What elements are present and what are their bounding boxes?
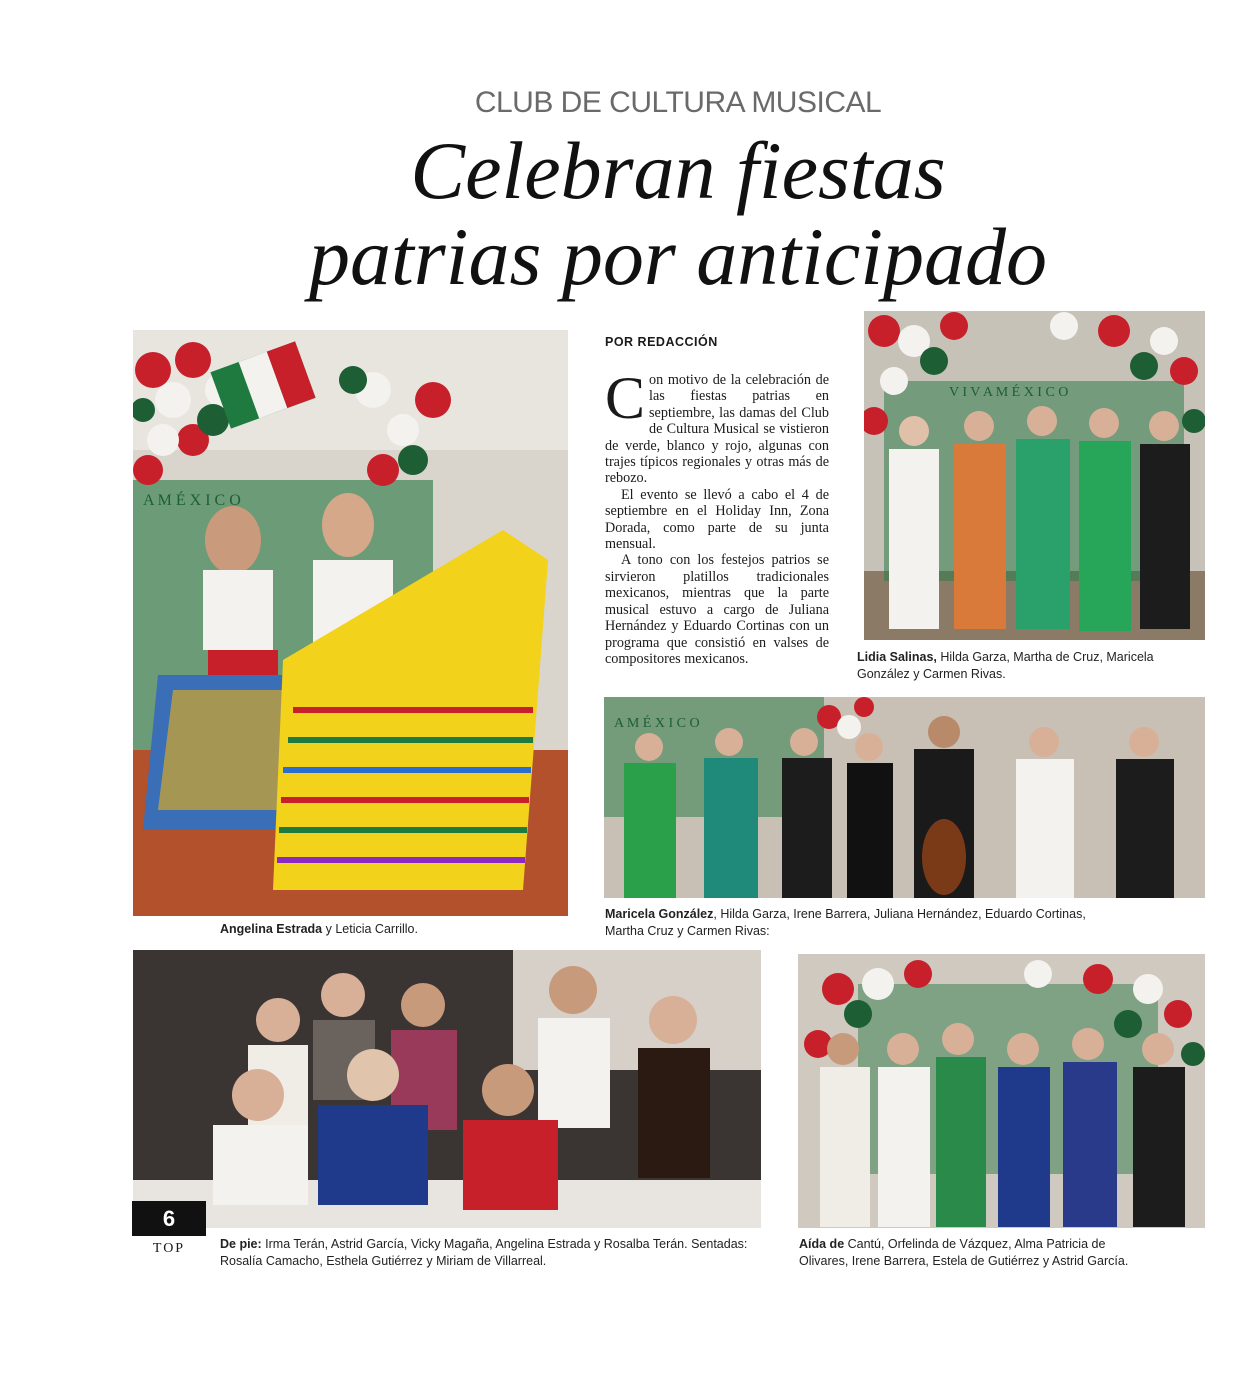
- caption-names-bold: Aída de: [799, 1237, 845, 1251]
- caption-text: , Hilda Garza, Irene Barrera, Juliana Hernández, Eduardo Cortinas, Martha Cruz y Carmen Rivas:: [605, 907, 1086, 938]
- photo-caption: [605, 906, 1125, 940]
- sign-viva-mexico: V I V A M É X I C O: [949, 385, 1069, 400]
- caption-text: Hilda Garza, Martha de Cruz, Maricela González y Carmen Rivas.: [857, 650, 1154, 681]
- caption-names-bold: Lidia Salinas,: [857, 650, 937, 664]
- section-label: TOP: [152, 1241, 186, 1256]
- headline-line-1: Celebran fiestas: [410, 125, 946, 216]
- photo-lidia-salinas-group: [864, 311, 1205, 640]
- sign-viva-mexico: A M É X I C O: [143, 492, 241, 509]
- caption-text: Irma Terán, Astrid García, Vicky Magaña, Angelina Estrada y Rosalba Terán. Sentadas: Rosalía Camacho, Esthela Gutiérrez y Miriam de Villarreal.: [220, 1237, 748, 1268]
- caption-names-bold: De pie:: [220, 1237, 262, 1251]
- article-paragraph: A tono con los festejos patrios se sirvieron platillos tradicionales mexicanos, mientras que la parte musical estuvo a cargo de Juliana Hernández y Eduardo Cortinas con un programa que consistió en valses de compositores mexicanos.: [605, 552, 829, 667]
- headline-line-2: patrias por anticipado: [308, 211, 1048, 302]
- article-paragraph: El evento se llevó a cabo el 4 de septiembre en el Holiday Inn, Zona Dorada, como parte de su junta mensual.: [605, 486, 829, 553]
- photo-aida-de-cantu-group: [798, 954, 1205, 1228]
- photo-caption: [220, 1236, 765, 1270]
- page-number: 6: [132, 1201, 206, 1236]
- article-paragraph-text: on motivo de la celebración de las fiestas patrias en septiembre, las damas del Club de Cultura Musical se vistieron de verde, blanco y rojo, algunas con trajes típicos regionales y otras más de rebozo.: [605, 372, 829, 487]
- headline: [0, 125, 1246, 302]
- article-body: [605, 365, 829, 667]
- sign-viva-mexico: A M É X I C O: [614, 716, 700, 731]
- photo-caption: [799, 1236, 1144, 1270]
- drop-cap: C: [605, 365, 646, 431]
- caption-text: y Leticia Carrillo.: [322, 922, 418, 936]
- byline: POR REDACCIÓN: [605, 335, 718, 349]
- article-paragraph: [605, 365, 829, 487]
- caption-text: Cantú, Orfelinda de Vázquez, Alma Patricia de Olivares, Irene Barrera, Estela de Gutiérrez y Astrid García.: [799, 1237, 1129, 1268]
- photo-caption: [857, 649, 1202, 683]
- photo-angelina-leticia: [133, 330, 568, 916]
- caption-names-bold: Angelina Estrada: [220, 922, 323, 936]
- photo-maricela-gonzalez-group: [604, 697, 1205, 898]
- photo-caption: [220, 921, 560, 938]
- caption-names-bold: Maricela González: [605, 907, 714, 921]
- section-kicker: CLUB DE CULTURA MUSICAL: [474, 86, 882, 119]
- photo-group-seated: [133, 950, 761, 1228]
